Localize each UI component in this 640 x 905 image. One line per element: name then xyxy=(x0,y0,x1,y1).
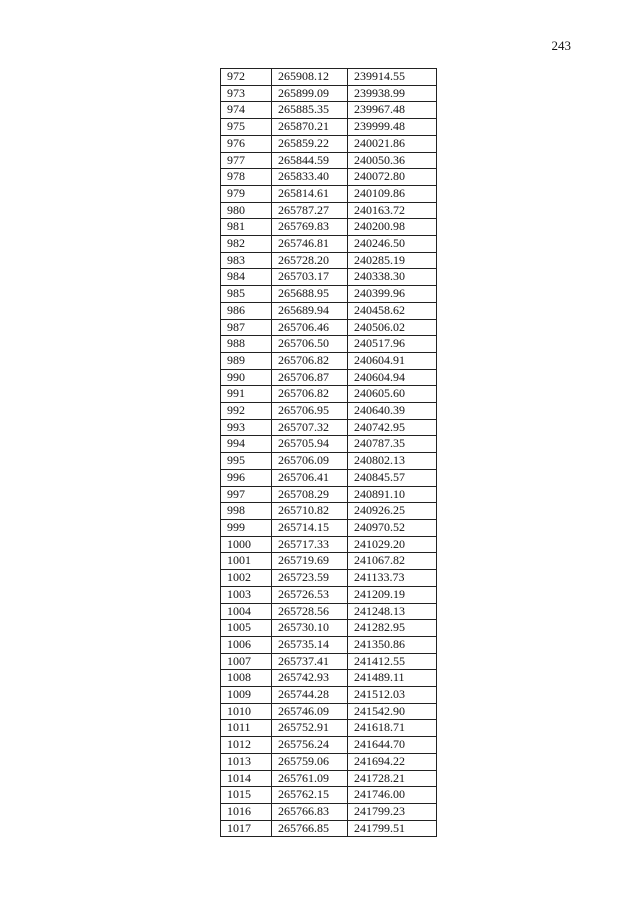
x-coordinate-cell: 265814.61 xyxy=(272,185,348,202)
point-id-cell: 1012 xyxy=(221,737,272,754)
table-row xyxy=(221,219,437,236)
y-coordinate-cell: 241694.22 xyxy=(348,753,437,770)
y-coordinate-cell: 241282.95 xyxy=(348,620,437,637)
x-coordinate-cell: 265859.22 xyxy=(272,135,348,152)
table-row xyxy=(221,636,437,653)
point-id-cell: 980 xyxy=(221,202,272,219)
table-row xyxy=(221,119,437,136)
y-coordinate-cell: 239967.48 xyxy=(348,102,437,119)
y-coordinate-cell: 240506.02 xyxy=(348,319,437,336)
y-coordinate-cell: 241512.03 xyxy=(348,687,437,704)
y-coordinate-cell: 240802.13 xyxy=(348,453,437,470)
x-coordinate-cell: 265766.85 xyxy=(272,820,348,837)
table-row xyxy=(221,252,437,269)
table-row xyxy=(221,403,437,420)
table-row xyxy=(221,770,437,787)
x-coordinate-cell: 265706.09 xyxy=(272,453,348,470)
y-coordinate-cell: 240604.94 xyxy=(348,369,437,386)
x-coordinate-cell: 265706.41 xyxy=(272,469,348,486)
y-coordinate-cell: 240246.50 xyxy=(348,236,437,253)
x-coordinate-cell: 265885.35 xyxy=(272,102,348,119)
x-coordinate-cell: 265706.82 xyxy=(272,352,348,369)
table-row xyxy=(221,687,437,704)
point-id-cell: 999 xyxy=(221,519,272,536)
y-coordinate-cell: 240604.91 xyxy=(348,352,437,369)
table-row xyxy=(221,486,437,503)
y-coordinate-cell: 241067.82 xyxy=(348,553,437,570)
y-coordinate-cell: 240021.86 xyxy=(348,135,437,152)
table-row xyxy=(221,803,437,820)
point-id-cell: 1016 xyxy=(221,803,272,820)
table-row xyxy=(221,102,437,119)
x-coordinate-cell: 265688.95 xyxy=(272,286,348,303)
table-row xyxy=(221,269,437,286)
y-coordinate-cell: 240970.52 xyxy=(348,519,437,536)
y-coordinate-cell: 240072.80 xyxy=(348,169,437,186)
x-coordinate-cell: 265752.91 xyxy=(272,720,348,737)
y-coordinate-cell: 240787.35 xyxy=(348,436,437,453)
point-id-cell: 1014 xyxy=(221,770,272,787)
table-row xyxy=(221,753,437,770)
table-row xyxy=(221,85,437,102)
x-coordinate-cell: 265908.12 xyxy=(272,69,348,86)
x-coordinate-cell: 265744.28 xyxy=(272,687,348,704)
point-id-cell: 994 xyxy=(221,436,272,453)
x-coordinate-cell: 265705.94 xyxy=(272,436,348,453)
x-coordinate-cell: 265717.33 xyxy=(272,536,348,553)
table-row xyxy=(221,185,437,202)
x-coordinate-cell: 265703.17 xyxy=(272,269,348,286)
point-id-cell: 1004 xyxy=(221,603,272,620)
y-coordinate-cell: 240605.60 xyxy=(348,386,437,403)
table-row xyxy=(221,152,437,169)
point-id-cell: 1010 xyxy=(221,703,272,720)
y-coordinate-cell: 240200.98 xyxy=(348,219,437,236)
point-id-cell: 1006 xyxy=(221,636,272,653)
x-coordinate-cell: 265746.09 xyxy=(272,703,348,720)
y-coordinate-cell: 240926.25 xyxy=(348,503,437,520)
table-row xyxy=(221,553,437,570)
y-coordinate-cell: 241644.70 xyxy=(348,737,437,754)
y-coordinate-cell: 240742.95 xyxy=(348,419,437,436)
coordinates-table xyxy=(220,68,437,837)
point-id-cell: 1008 xyxy=(221,670,272,687)
table-row xyxy=(221,570,437,587)
point-id-cell: 1013 xyxy=(221,753,272,770)
point-id-cell: 973 xyxy=(221,85,272,102)
table-row xyxy=(221,787,437,804)
point-id-cell: 982 xyxy=(221,236,272,253)
x-coordinate-cell: 265762.15 xyxy=(272,787,348,804)
point-id-cell: 983 xyxy=(221,252,272,269)
table-row xyxy=(221,419,437,436)
y-coordinate-cell: 240891.10 xyxy=(348,486,437,503)
y-coordinate-cell: 241799.23 xyxy=(348,803,437,820)
table-row xyxy=(221,703,437,720)
point-id-cell: 979 xyxy=(221,185,272,202)
point-id-cell: 992 xyxy=(221,403,272,420)
point-id-cell: 995 xyxy=(221,453,272,470)
x-coordinate-cell: 265761.09 xyxy=(272,770,348,787)
y-coordinate-cell: 241209.19 xyxy=(348,586,437,603)
point-id-cell: 981 xyxy=(221,219,272,236)
point-id-cell: 996 xyxy=(221,469,272,486)
x-coordinate-cell: 265730.10 xyxy=(272,620,348,637)
point-id-cell: 998 xyxy=(221,503,272,520)
point-id-cell: 1002 xyxy=(221,570,272,587)
point-id-cell: 989 xyxy=(221,352,272,369)
x-coordinate-cell: 265689.94 xyxy=(272,302,348,319)
table-row xyxy=(221,352,437,369)
point-id-cell: 974 xyxy=(221,102,272,119)
x-coordinate-cell: 265726.53 xyxy=(272,586,348,603)
point-id-cell: 1003 xyxy=(221,586,272,603)
point-id-cell: 972 xyxy=(221,69,272,86)
x-coordinate-cell: 265844.59 xyxy=(272,152,348,169)
y-coordinate-cell: 240163.72 xyxy=(348,202,437,219)
y-coordinate-cell: 241350.86 xyxy=(348,636,437,653)
table-row xyxy=(221,236,437,253)
table-row xyxy=(221,653,437,670)
x-coordinate-cell: 265759.06 xyxy=(272,753,348,770)
point-id-cell: 976 xyxy=(221,135,272,152)
y-coordinate-cell: 240458.62 xyxy=(348,302,437,319)
x-coordinate-cell: 265710.82 xyxy=(272,503,348,520)
y-coordinate-cell: 239999.48 xyxy=(348,119,437,136)
y-coordinate-cell: 241618.71 xyxy=(348,720,437,737)
y-coordinate-cell: 240285.19 xyxy=(348,252,437,269)
x-coordinate-cell: 265723.59 xyxy=(272,570,348,587)
x-coordinate-cell: 265756.24 xyxy=(272,737,348,754)
table-row xyxy=(221,469,437,486)
point-id-cell: 1015 xyxy=(221,787,272,804)
point-id-cell: 1001 xyxy=(221,553,272,570)
y-coordinate-cell: 241412.55 xyxy=(348,653,437,670)
x-coordinate-cell: 265766.83 xyxy=(272,803,348,820)
x-coordinate-cell: 265706.50 xyxy=(272,336,348,353)
y-coordinate-cell: 239914.55 xyxy=(348,69,437,86)
point-id-cell: 991 xyxy=(221,386,272,403)
y-coordinate-cell: 241799.51 xyxy=(348,820,437,837)
table-row xyxy=(221,386,437,403)
x-coordinate-cell: 265746.81 xyxy=(272,236,348,253)
x-coordinate-cell: 265706.95 xyxy=(272,403,348,420)
table-row xyxy=(221,519,437,536)
x-coordinate-cell: 265870.21 xyxy=(272,119,348,136)
x-coordinate-cell: 265708.29 xyxy=(272,486,348,503)
table-row xyxy=(221,670,437,687)
point-id-cell: 1009 xyxy=(221,687,272,704)
table-row xyxy=(221,720,437,737)
table-row xyxy=(221,135,437,152)
point-id-cell: 977 xyxy=(221,152,272,169)
table-row xyxy=(221,302,437,319)
point-id-cell: 988 xyxy=(221,336,272,353)
y-coordinate-cell: 239938.99 xyxy=(348,85,437,102)
y-coordinate-cell: 241746.00 xyxy=(348,787,437,804)
y-coordinate-cell: 241489.11 xyxy=(348,670,437,687)
table-row xyxy=(221,369,437,386)
y-coordinate-cell: 240845.57 xyxy=(348,469,437,486)
y-coordinate-cell: 241248.13 xyxy=(348,603,437,620)
table-row xyxy=(221,69,437,86)
point-id-cell: 986 xyxy=(221,302,272,319)
y-coordinate-cell: 240338.30 xyxy=(348,269,437,286)
point-id-cell: 1017 xyxy=(221,820,272,837)
x-coordinate-cell: 265728.20 xyxy=(272,252,348,269)
x-coordinate-cell: 265737.41 xyxy=(272,653,348,670)
x-coordinate-cell: 265742.93 xyxy=(272,670,348,687)
point-id-cell: 1011 xyxy=(221,720,272,737)
x-coordinate-cell: 265719.69 xyxy=(272,553,348,570)
point-id-cell: 1000 xyxy=(221,536,272,553)
table-row xyxy=(221,536,437,553)
point-id-cell: 1007 xyxy=(221,653,272,670)
x-coordinate-cell: 265707.32 xyxy=(272,419,348,436)
table-row xyxy=(221,620,437,637)
point-id-cell: 993 xyxy=(221,419,272,436)
x-coordinate-cell: 265769.83 xyxy=(272,219,348,236)
point-id-cell: 978 xyxy=(221,169,272,186)
table-row xyxy=(221,503,437,520)
table-body xyxy=(221,69,437,837)
point-id-cell: 975 xyxy=(221,119,272,136)
x-coordinate-cell: 265728.56 xyxy=(272,603,348,620)
x-coordinate-cell: 265706.46 xyxy=(272,319,348,336)
y-coordinate-cell: 240050.36 xyxy=(348,152,437,169)
table-row xyxy=(221,169,437,186)
y-coordinate-cell: 240517.96 xyxy=(348,336,437,353)
y-coordinate-cell: 241542.90 xyxy=(348,703,437,720)
point-id-cell: 987 xyxy=(221,319,272,336)
table-row xyxy=(221,319,437,336)
x-coordinate-cell: 265833.40 xyxy=(272,169,348,186)
x-coordinate-cell: 265706.87 xyxy=(272,369,348,386)
point-id-cell: 997 xyxy=(221,486,272,503)
table-row xyxy=(221,286,437,303)
y-coordinate-cell: 240640.39 xyxy=(348,403,437,420)
x-coordinate-cell: 265735.14 xyxy=(272,636,348,653)
y-coordinate-cell: 241133.73 xyxy=(348,570,437,587)
table-row xyxy=(221,603,437,620)
x-coordinate-cell: 265714.15 xyxy=(272,519,348,536)
y-coordinate-cell: 240109.86 xyxy=(348,185,437,202)
table-row xyxy=(221,453,437,470)
y-coordinate-cell: 241728.21 xyxy=(348,770,437,787)
x-coordinate-cell: 265899.09 xyxy=(272,85,348,102)
y-coordinate-cell: 240399.96 xyxy=(348,286,437,303)
table-row xyxy=(221,586,437,603)
point-id-cell: 1005 xyxy=(221,620,272,637)
table-row xyxy=(221,737,437,754)
table-row xyxy=(221,336,437,353)
point-id-cell: 990 xyxy=(221,369,272,386)
page-number: 243 xyxy=(551,38,571,53)
y-coordinate-cell: 241029.20 xyxy=(348,536,437,553)
x-coordinate-cell: 265787.27 xyxy=(272,202,348,219)
table-row xyxy=(221,436,437,453)
point-id-cell: 985 xyxy=(221,286,272,303)
table-row xyxy=(221,202,437,219)
table-row xyxy=(221,820,437,837)
point-id-cell: 984 xyxy=(221,269,272,286)
x-coordinate-cell: 265706.82 xyxy=(272,386,348,403)
